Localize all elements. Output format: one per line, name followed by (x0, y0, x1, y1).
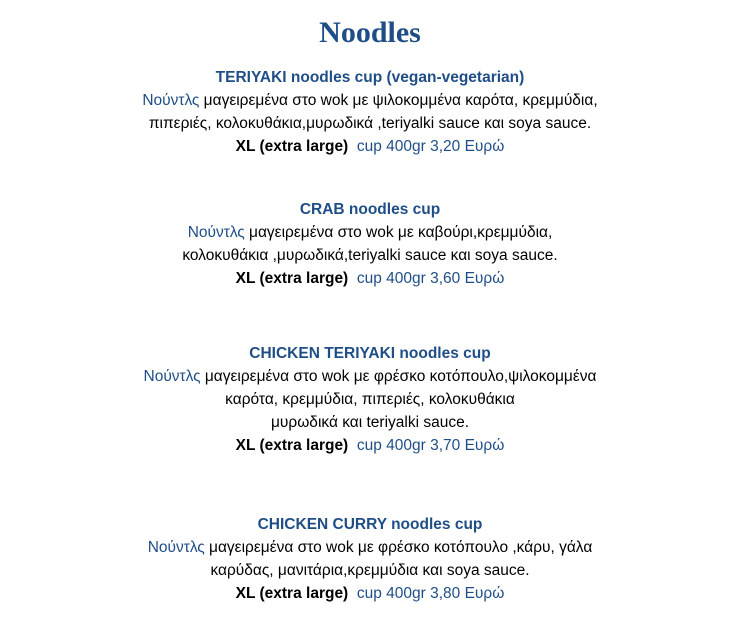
item-size-label: XL (extra large) (235, 270, 349, 287)
item-description-line: μυρωδικά και teriyalki sauce. (270, 414, 469, 431)
item-name: CHICKEN CURRY noodles cup (257, 516, 483, 533)
item-size-price (0, 582, 740, 605)
item-name: CHICKEN TERIYAKI noodles cup (249, 345, 491, 362)
item-description-line (0, 89, 740, 112)
item-description-line: καρότα, κρεμμύδια, πιπεριές, κολοκυθάκια (225, 391, 515, 408)
item-name: CRAB noodles cup (299, 201, 441, 218)
item-description-first-word: Νούντλς (143, 368, 201, 385)
menu-item-chicken-teriyaki (0, 342, 740, 457)
item-size-label: XL (extra large) (235, 138, 349, 155)
item-description-first-word: Νούντλς (187, 224, 245, 241)
item-description-line: πιπεριές, κολοκυθάκια,μυρωδικά ,teriyalki sauce και soya sauce. (148, 115, 592, 132)
item-description-line: καρύδας, μανιτάρια,κρεμμύδια και soya sauce. (210, 562, 530, 579)
menu-item-crab (0, 198, 740, 290)
item-size-price (0, 434, 740, 457)
item-description-text: μαγειρεμένα στο wok με φρέσκο κοτόπουλο ,κάρυ, γάλα (204, 539, 593, 556)
menu-item-teriyaki (0, 66, 740, 158)
item-description-text: μαγειρεμένα στο wok με καβούρι,κρεμμύδια, (244, 224, 553, 241)
item-description-first-word: Νούντλς (142, 92, 200, 109)
item-size-price (0, 135, 740, 158)
item-description-line (0, 365, 740, 388)
item-price: cup 400gr 3,70 Ευρώ (356, 437, 505, 454)
item-description-text: μαγειρεμένα στο wok με φρέσκο κοτόπουλο,ψιλοκομμένα (200, 368, 597, 385)
item-description-text: μαγειρεμένα στο wok με ψιλοκομμένα καρότα, κρεμμύδια, (199, 92, 598, 109)
item-size-label: XL (extra large) (235, 585, 349, 602)
page-title: Noodles (319, 16, 421, 49)
item-description-line: κολοκυθάκια ,μυρωδικά,teriyalki sauce και soya sauce. (182, 247, 558, 264)
item-description-first-word: Νούντλς (147, 539, 205, 556)
item-size-price (0, 267, 740, 290)
item-description-line (0, 536, 740, 559)
item-name: TERIYAKI noodles cup (vegan-vegetarian) (215, 69, 525, 86)
item-description-line (0, 221, 740, 244)
item-size-label: XL (extra large) (235, 437, 349, 454)
item-price: cup 400gr 3,60 Ευρώ (356, 270, 505, 287)
item-price: cup 400gr 3,80 Ευρώ (356, 585, 505, 602)
item-price: cup 400gr 3,20 Ευρώ (356, 138, 505, 155)
menu-item-chicken-curry (0, 513, 740, 605)
